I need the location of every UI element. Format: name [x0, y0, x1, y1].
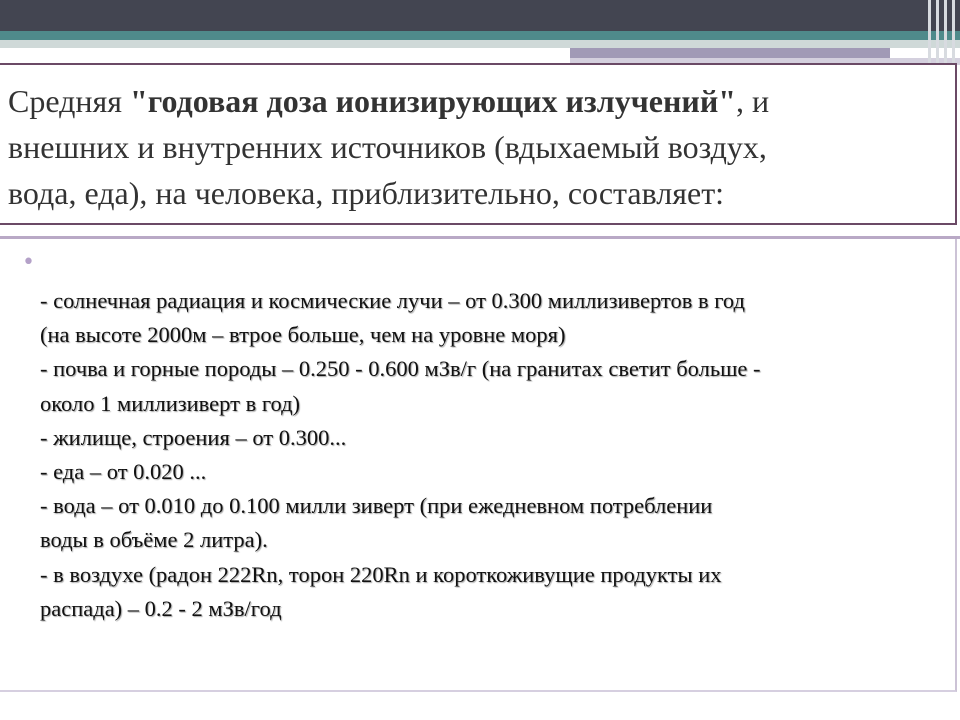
header-accent-band — [0, 31, 960, 40]
header-shadow-band — [0, 40, 960, 48]
title-part-2: , и — [736, 83, 770, 119]
body-text — [40, 284, 945, 626]
decorative-corner-stripes — [924, 0, 960, 70]
slide-title — [8, 78, 948, 216]
body-line: - солнечная радиация и космические лучи – от 0.300 миллизивертов в год — [40, 288, 745, 313]
body-line: (на высоте 2000м – втрое больше, чем на уровне моря) — [40, 322, 566, 348]
title-line-1 — [8, 78, 948, 124]
title-part-1: Средняя — [8, 83, 130, 119]
body-line: около 1 миллизиверт в год) — [40, 390, 301, 416]
body-line: - вода – от 0.010 до 0.100 милли зиверт (при ежедневном потреблении — [40, 493, 713, 519]
title-line-3: вода, еда), на человека, приблизительно, составляет: — [8, 175, 725, 211]
body-line: распада) – 0.2 - 2 мЗв/год — [40, 595, 282, 621]
body-line: - еда – от 0.020 ... — [40, 459, 207, 485]
body-line: - жилище, строения – от 0.300... — [40, 424, 347, 450]
body-line: - почва и горные породы – 0.250 - 0.600 мЗв/г (на гранитах светит больше - — [40, 356, 761, 382]
decorative-accent-bar — [570, 48, 890, 58]
body-line: - в воздухе (радон 222Rn, торон 220Rn и короткоживущие продукты их — [40, 561, 722, 587]
bullet-icon: • — [22, 250, 35, 275]
title-bold-phrase: "годовая доза ионизирующих излучений" — [129, 83, 737, 119]
header-band — [0, 0, 960, 31]
title-line-2: внешних и внутренних источников (вдыхаемый воздух, — [8, 129, 767, 165]
body-line: воды в объёме 2 литра). — [40, 527, 268, 553]
